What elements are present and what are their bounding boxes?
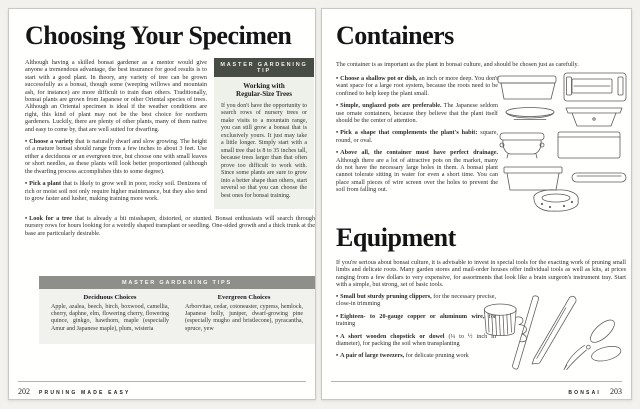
bullet-dot: • <box>336 312 339 320</box>
tip-box-title <box>214 77 314 101</box>
main-text-column <box>25 59 207 207</box>
bullet-unglazed-pots <box>336 102 498 124</box>
bullet-text: that is likely to grow well in poor, rocky soil. Denizens of rich or moist soil not only require higher maintenance, but they also tend to grow faster and lusher, making training more work. <box>25 180 207 202</box>
pot-rectangular-icon <box>504 167 562 190</box>
page-title-containers: Containers <box>336 21 454 50</box>
pot-oval-dish-icon <box>506 108 554 120</box>
bullet-pick-a-shape <box>336 129 498 144</box>
bullet-text: (¼ to ½ inch in diameter), for packing the soil when transplanting <box>336 332 496 348</box>
bullet-text: that is naturally dwarf and slow growing. The height of a mature bonsai should range from a few inches to about 3 feet. Use either a deciduous or an evergreen tree, but choose one with small leaves or short needles, as these plants will look better proportioned (although the dwarfing process accomplishes this to some degree). <box>25 138 208 175</box>
tip-box-header: MASTER GARDENING TIP <box>214 58 314 77</box>
right-page <box>321 8 632 400</box>
pot-flared-icon <box>566 108 622 126</box>
containers-bullets <box>336 75 498 199</box>
page-number: 203 <box>610 387 622 396</box>
bullet-lead: Simple, unglazed pots are preferable. <box>340 102 442 110</box>
table-column-deciduous <box>51 294 169 334</box>
bullet-lead: Small but sturdy pruning clippers, <box>340 293 432 300</box>
pot-footed-ornate-icon <box>500 133 544 158</box>
bullet-text: square, round, or oval. <box>336 129 498 144</box>
page-title-choosing-your-specimen: Choosing Your Specimen <box>25 21 292 50</box>
bullet-lead: A short wooden chopstick or dowel <box>340 332 445 340</box>
bullet-text: for training <box>336 312 496 328</box>
bullet-text: that is already a bit misshapen, distorted, or stunted. Bonsai enthusiasts will search through nursery rows for hours looking for a weirdly shaped transplant or seedling. One-sided growth and a thick trunk at the base are particularly desirable. <box>25 215 315 237</box>
bullet-text: Although there are a lot of attractive pots on the market, many do not have the necessary large holes in them. A bonsai plant cannot tolerate sitting in water for even a short time. You can place small pieces of wire screen over the holes to prevent the soil from falling out. <box>336 156 498 194</box>
table-column-evergreen <box>185 294 303 334</box>
wire-spool-icon <box>484 304 526 342</box>
bullet-dot: • <box>336 352 339 360</box>
bullet-lead: Pick a plant <box>29 180 62 188</box>
bullet-dot: • <box>336 102 339 110</box>
column-text: Arborvitae, cedar, cotoneaster, cypress, hemlock, Japanese holly, juniper, dwarf-growing pine (especially mugho and bristlecone), pyracantha, spruce, yew <box>185 303 303 332</box>
pruning-clippers-icon <box>564 316 622 369</box>
left-page <box>8 8 316 400</box>
bullet-dot: • <box>336 293 339 300</box>
master-gardening-tips-table <box>39 276 315 344</box>
bullet-dot: • <box>336 149 339 157</box>
bullet-perfect-drainage <box>336 149 498 193</box>
pot-rock-icon <box>534 190 578 211</box>
bullet-choose-a-variety <box>25 138 207 175</box>
column-text: Apple, azalea, beech, birch, boxwood, camellia, cherry, daphne, elm, flowering cherry, flowering quince, ginkgo, hawthorn, maple (especially Amur and Japanese maple), plum, wisteria <box>51 303 169 332</box>
wide-bullet-row <box>25 215 315 242</box>
tip-title-line2: Regular-Size Trees <box>236 90 292 98</box>
bullet-lead: Above all, the container must have perfect drainage. <box>340 149 498 157</box>
bullet-dot: • <box>25 215 28 222</box>
bullet-lead: Choose a shallow pot or dish, <box>340 75 418 82</box>
bonsai-pots-illustration <box>494 63 628 215</box>
bullet-dot: • <box>336 75 339 82</box>
bullet-lead: Choose a variety <box>29 138 74 146</box>
column-heading: Deciduous Choices <box>83 293 137 301</box>
bullet-lead: Eighteen- to 20-gauge copper or aluminum wire, <box>340 312 485 320</box>
bullet-text: The Japanese seldom use ornate containers, because they believe that the plant itself should be the center of attention. <box>336 102 498 125</box>
bullet-text: an inch or more deep. You don't want space for a large root system, because the roots need to be confined to help keep the plant small. <box>336 75 499 97</box>
bullet-lead: A pair of large tweezers, <box>340 352 405 360</box>
tips-table-columns <box>39 289 315 345</box>
bullet-shallow-pot <box>336 75 498 97</box>
containers-intro-text: The container is as important as the plant in bonsai culture, and should be chosen just as carefully. <box>336 61 579 68</box>
intro-paragraph: Although having a skilled bonsai gardener as a mentor would give anyone a tremendous advantage, the best insurance for good results is to start with a good plant. In theory, any variety of tree can be grown successfully as a bonsai, though some (weeping willows and mountain ash, for instance) are more difficult to train than others. Traditionally, bonsai plants are grown from Japanese or other Oriental species of trees. Although an Oriental specimen is ideal if the weather conditions are right, this kind of plant may not be the best choice for northern gardeners. Luckily, there are plenty of other plants, many of them native and easy to come by, that are well suited for dwarfing. <box>25 59 207 133</box>
tip-title-line1: Working with <box>243 81 285 90</box>
page-title-equipment: Equipment <box>336 223 456 252</box>
tips-table-header: MASTER GARDENING TIPS <box>39 276 315 289</box>
bullet-pick-a-plant <box>25 180 207 202</box>
pot-deep-rectangular-icon <box>558 132 620 158</box>
bullet-text: for the necessary precise, close-in trimming <box>336 293 496 308</box>
left-page-footer <box>18 381 306 396</box>
bullet-lead: Look for a tree <box>29 215 73 222</box>
bullet-dot: • <box>25 138 28 146</box>
tip-box-body: If you don't have the opportunity to search rows of nursery trees or make visits to a mountain range, you can still grow a bonsai that is exclusively yours. It just may take a little longer. Simply start with a small tree that is 8 to 35 inches tall, because trees larger than that often prove too difficult to work with. Since some plants are sure to grow into a better shape than others, start several so that you can choose the best ones for bonsai training. <box>221 102 307 199</box>
running-title: PRUNING MADE EASY <box>39 390 131 396</box>
pot-ornate-rectangular-icon <box>564 73 626 101</box>
pot-shallow-slab-icon <box>572 173 626 182</box>
bullet-lead: Pick a shape that complements the plant's habit: <box>340 129 478 137</box>
bullet-dot: • <box>336 332 339 340</box>
bullet-look-for-a-tree <box>25 215 315 237</box>
bonsai-tools-illustration <box>470 289 628 379</box>
page-number: 202 <box>18 387 30 396</box>
tweezers-icon <box>532 296 576 364</box>
running-title: BONSAI <box>568 390 601 396</box>
bullet-dot: • <box>25 180 28 188</box>
master-gardening-tip-box <box>214 58 314 209</box>
equipment-intro-text: If you're serious about bonsai culture, it is advisable to invest in special tools for the exacting work of pruning small limbs and delicate roots. Many garden stores and mail-order houses offer individual tools as well as kits, at prices ranging from a few dollars to very expensive, for assortments that look like a brain surgeon's instrument tray. Start with a simple, but strong, set of basic tools. <box>336 259 626 289</box>
right-page-footer <box>331 381 622 396</box>
bullet-dot: • <box>336 129 339 137</box>
pot-rectangular-tray-icon <box>498 76 556 99</box>
column-heading: Evergreen Choices <box>217 293 271 301</box>
bullet-text: for delicate pruning work <box>404 352 469 360</box>
